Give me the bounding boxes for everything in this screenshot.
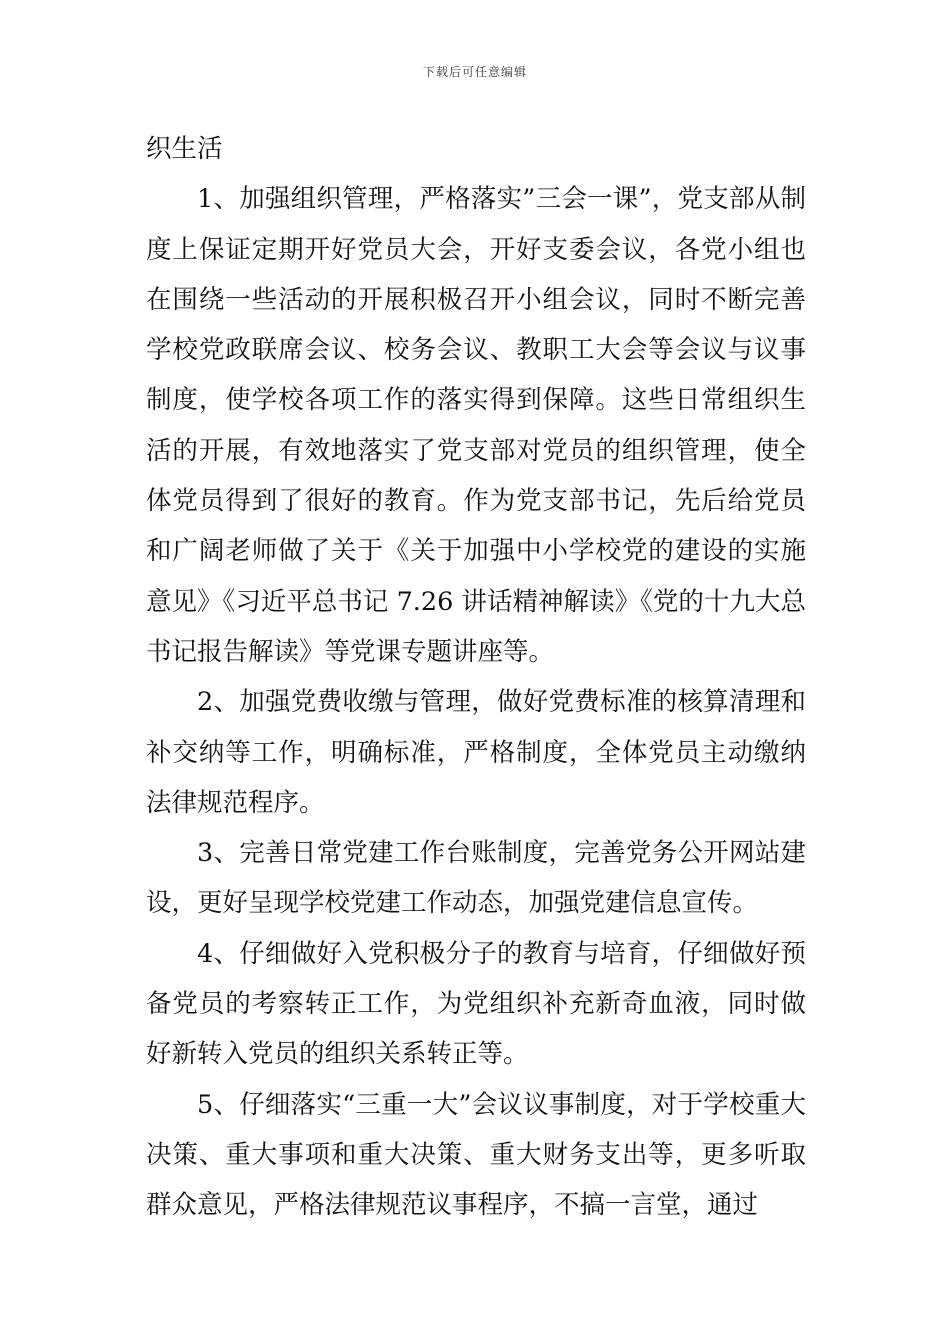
paragraph-item-5: 5、仔细落实“三重一大”会议议事制度，对于学校重大决策、重大事项和重大决策、重大财务支出等，更多听取群众意见，严格法律规范议事程序，不搞一言堂，通过 [146, 1089, 806, 1221]
page-header: 下载后可任意编辑 [422, 65, 527, 79]
paragraph-item-1: 1、加强组织管理，严格落实”三会一课”，党支部从制度上保证定期开好党员大会，开好支委会议，各党小组也在围绕一些活动的开展积极召开小组会议，同时不断完善学校党政联席会议、校务会议、教职工大会等会议与议事制度，使学校各项工作的落实得到保障。这些日常组织生活的开展，有效地落实了党支部对党员的组织管理，使全体党员得到了很好的教育。作为党支部书记，先后给党员和广阔老师做了关于《关于加强中小学校党的建设的实施意见》《习近平总书记 7.26 讲话精神解读》《党的十九大总书记报告解读》等党课专题讲座等。 [146, 184, 806, 667]
paragraph-item-3: 3、完善日常党建工作台账制度，完善党务公开网站建设，更好呈现学校党建工作动态，加强党建信息宣传。 [146, 838, 806, 919]
paragraph-item-4: 4、仔细做好入党积极分子的教育与培育，仔细做好预备党员的考察转正工作，为党组织补充新奇血液，同时做好新转入党员的组织关系转正等。 [146, 938, 806, 1070]
paragraph-item-2: 2、加强党费收缴与管理，做好党费标准的核算清理和补交纳等工作，明确标准，严格制度，全体党员主动缴纳法律规范程序。 [146, 687, 806, 818]
paragraph-continuation: 织生活 [146, 134, 223, 164]
document-body [146, 124, 806, 1231]
